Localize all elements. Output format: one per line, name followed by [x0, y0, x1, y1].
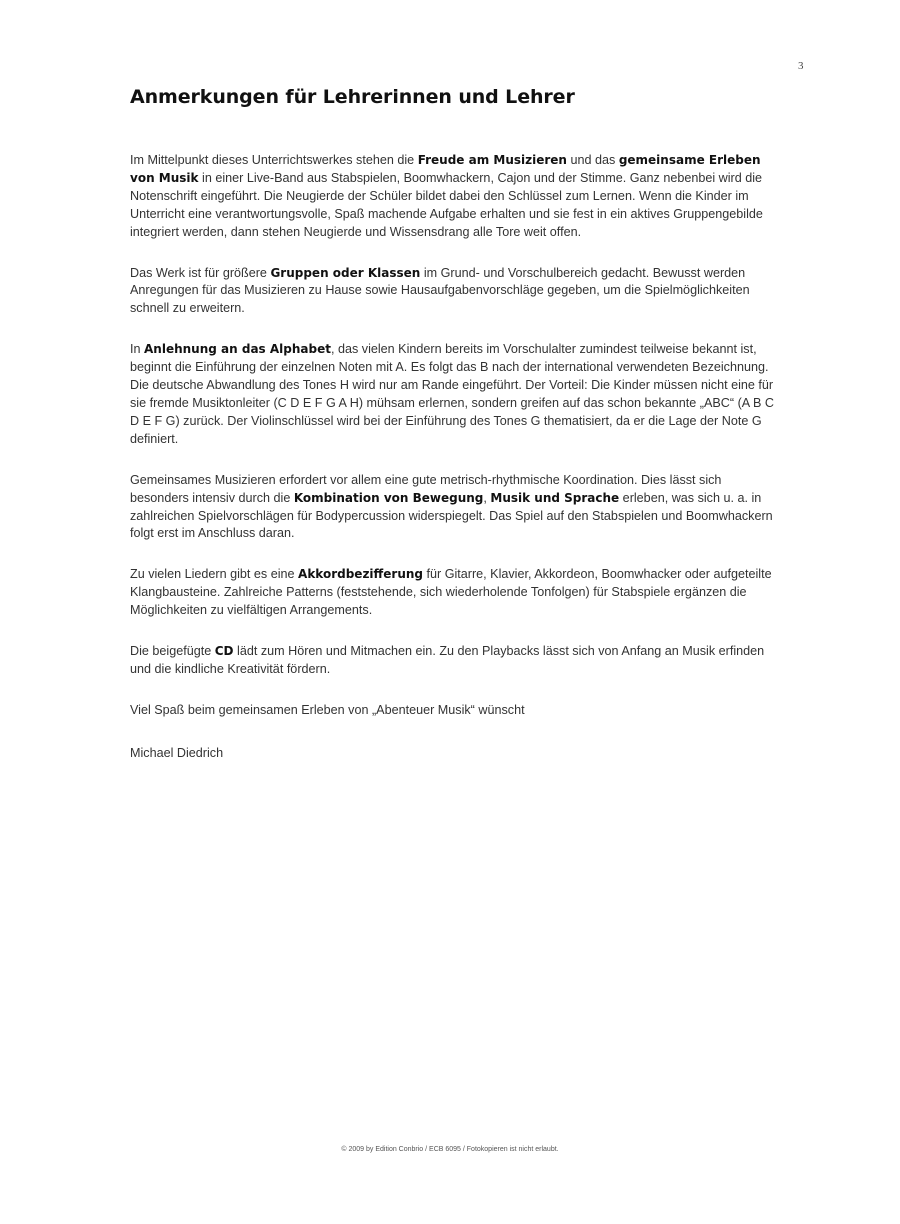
- paragraph-intro: [130, 152, 780, 242]
- paragraph-cd: [130, 643, 780, 679]
- text-run: ,: [483, 490, 491, 505]
- paragraph-alphabet: [130, 341, 780, 448]
- text-run: im Grund- und Vorschulbereich gedacht. Bewusst werden Anregungen für das Musizieren zu Hause sowie Hausaufgabenvorschläge gegeben, um die Spielmöglichkeiten schnell zu erweitern.: [130, 265, 750, 316]
- text-run: In: [130, 342, 145, 357]
- emphasis-kombination-bewegung: Kombination von Bewegung: [293, 490, 484, 505]
- paragraph-target-group: [130, 265, 780, 319]
- copyright-footer: © 2009 by Edition Conbrio / ECB 6095 / Fotokopieren ist nicht erlaubt.: [341, 1146, 559, 1153]
- body-text: [130, 152, 780, 786]
- paragraph-coordination: [130, 472, 780, 544]
- page-title: Anmerkungen für Lehrerinnen und Lehrer: [130, 86, 575, 108]
- text-run: , das vielen Kindern bereits im Vorschulalter zumindest teilweise bekannt ist, beginnt die Einführung der einzelnen Noten mit A. Es folgt das B nach der international verwendeten Bezeichnung. Die deutsche Abwandlung des Tones H wird nur am Rande eingeführt. Der Vorteil: Die Kinder müssen nicht eine für sie fremde Musiktonleiter (C D E F G A H) mühsam erlernen, sondern greifen auf das schon bekannte „ABC“ (A B C D E F G) zurück. Der Violinschlüssel wird bei der Einführung des Tones G thematisiert, da er die Lage der Note G definiert.: [130, 342, 774, 446]
- text-run: Gemeinsames Musizieren erfordert vor allem eine gute metrisch-rhythmische Koordination. Dies lässt sich besonders intensiv durch die: [130, 472, 722, 505]
- text-run: lädt zum Hören und Mitmachen ein. Zu den Playbacks lässt sich von Anfang an Musik erfinden und die kindliche Kreativität fördern.: [130, 644, 765, 676]
- closing-greeting: Viel Spaß beim gemeinsamen Erleben von „Abenteuer Musik“ wünscht: [130, 702, 525, 717]
- emphasis-akkordbezifferung: Akkordbezifferung: [298, 567, 423, 582]
- text-run: und das: [566, 153, 619, 167]
- paragraph-chords: [130, 566, 780, 620]
- page-number: 3: [798, 60, 804, 72]
- text-run: Im Mittelpunkt dieses Unterrichtswerkes stehen die: [130, 153, 418, 167]
- emphasis-gemeinsame-erleben: gemeinsame Erleben von Musik: [130, 153, 761, 185]
- text-run: in einer Live-Band aus Stabspielen, Boomwhackern, Cajon und der Stimme. Ganz nebenbei wird die Notenschrift eingeführt. Die Neugierde der Schüler bildet dabei den Schlüssel zum Lernen. Wenn die Kinder im Unterricht eine verantwortungsvolle, Spaß machende Aufgabe erhalten und sie fest in ein aktives Gruppengebilde integriert werden, dann stehen Neugierde und Wissensdrang alle Tore weit offen.: [130, 170, 763, 239]
- text-run: Die beigefügte: [130, 644, 215, 659]
- emphasis-anlehnung-alphabet: Anlehnung an das Alphabet: [144, 342, 331, 357]
- signature: Michael Diedrich: [130, 745, 224, 760]
- text-run: Das Werk ist für größere: [130, 265, 271, 280]
- emphasis-musik-und-sprache: Musik und Sprache: [490, 490, 620, 505]
- text-run: für Gitarre, Klavier, Akkordeon, Boomwhacker oder aufgeteilte Klangbausteine. Zahlreiche Patterns (feststehende, sich wiederholende Tonfolgen) für Stabspiele ergänzen die Möglichkeiten zu vielfältigen Arrangements.: [130, 567, 772, 618]
- emphasis-gruppen-oder-klassen: Gruppen oder Klassen: [270, 265, 421, 280]
- emphasis-cd: CD: [214, 644, 234, 659]
- emphasis-freude-am-musizieren: Freude am Musizieren: [417, 153, 567, 167]
- text-run: Zu vielen Liedern gibt es eine: [130, 567, 299, 582]
- text-run: erleben, was sich u. a. in zahlreichen Spielvorschlägen für Bodypercussion widerspiegelt. Das Spiel auf den Stabspielen und Boomwhackern folgt erst im Anschluss daran.: [130, 490, 773, 541]
